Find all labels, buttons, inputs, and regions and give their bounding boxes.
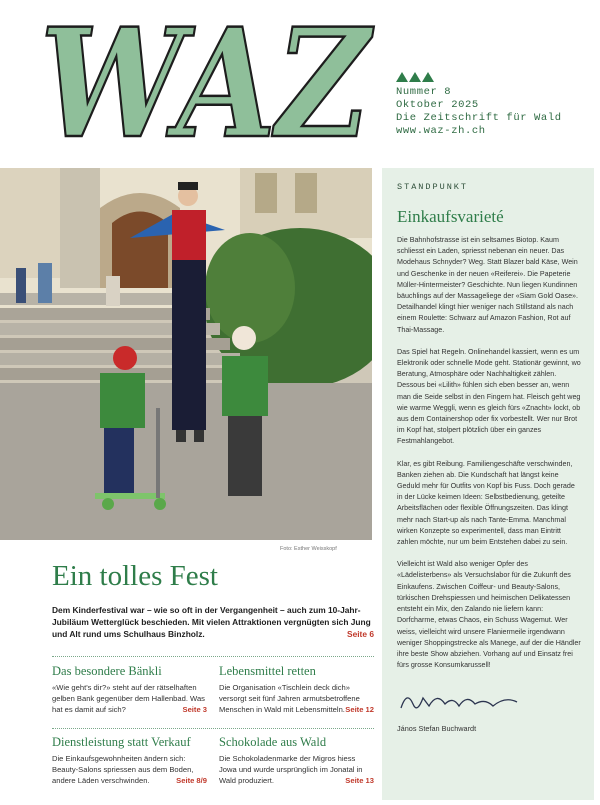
teaser-lebensmittel[interactable] xyxy=(219,664,374,715)
sidebar-paragraph: Vielleicht ist Wald also weniger Opfer des «Lädelisterbens» als Versuchslabor für die Zukunft des Einkaufens. Zwischen Coiffeur- und Beauty-Salons, türkischen Drehspiessen und heimischen Delikatessen entsteht ein Mix, den Zalando nie liefern kann: Dorfcharme, etwas Chaos, ein Schuss Wagemut. Wer weiss, vielleicht wird unsere Flaniermeile irgendwann weniger Shoppingstrecke als Manege, auf der die Händler ihre beste Show abziehen. Vorhang auf und Einsatz frei fürs grosse Konsumkarussell! xyxy=(397,560,581,670)
teaser-title: Lebensmittel retten xyxy=(219,664,316,678)
sidebar-paragraph: Klar, es gibt Reibung. Familiengeschäfte verschwinden, Banken ziehen ab. Die Kundschaft hat längst keine Geduld mehr für Outfits von Kopf bis Fuss. Doch gerade in der Lücke keimen Ideen: Selbstbedienung, geteilte Arbeitsflächen oder flexible Öffnungszeiten. Das klingt mehr nach Start-up als nach Tante-Emma. Manchmal wirken Konzepte so experimentell, dass man Eintritt zahlen möchte, nur um beim Entstehen dabei zu sein. xyxy=(397,459,575,547)
masthead xyxy=(0,0,600,165)
divider xyxy=(52,728,374,729)
teaser-page-ref[interactable]: Seite 8/9 xyxy=(176,776,207,785)
logo-text: WAZ xyxy=(40,8,375,158)
teaser-title: Das besondere Bänkli xyxy=(52,664,162,678)
waz-logo xyxy=(38,8,378,158)
teaser-page-ref[interactable]: Seite 12 xyxy=(345,705,374,714)
issue-number: Nummer 8 xyxy=(396,86,452,98)
issue-date: Oktober 2025 xyxy=(396,99,479,111)
teaser-text: Die Schokoladenmarke der Migros hiess Jowa und wurde ursprünglich im Jonatal in Wald produziert. Seite 13 xyxy=(219,754,374,785)
sidebar-kicker: STANDPUNKT xyxy=(397,182,469,192)
issue-tagline: Die Zeitschrift für Wald xyxy=(396,112,562,124)
standpunkt-sidebar xyxy=(382,168,594,800)
issue-info xyxy=(396,72,586,138)
photo-credit: Foto: Esther Weisskopf xyxy=(280,546,337,552)
teaser-title: Dienstleistung statt Verkauf xyxy=(52,735,191,749)
sidebar-paragraph: Die Bahnhofstrasse ist ein seltsames Biotop. Kaum schliesst ein Laden, spriesst nebenan ein neuer. Das Modehaus Schnyder? Weg. Statt Blazer bald Käse, Wein und Geschenke in der neuen «Reiferei». Die Papeterie Müller-Hintermeister? Geschichte. Nun liegen Kundinnen bäuchlings auf der Massageliege der «Siam Gold Oase». Detailhandel klingt hier weniger nach Stillstand als nach einem Roulette: Schwarz auf Amazon Fashion, Rot auf Thai-Massage. xyxy=(397,236,579,334)
author-name: János Stefan Buchwardt xyxy=(397,724,477,734)
triangles-icon xyxy=(396,72,586,82)
website-link[interactable]: www.waz-zh.ch xyxy=(396,125,486,137)
divider xyxy=(52,656,374,657)
teaser-schokolade[interactable] xyxy=(219,735,374,786)
main-page-ref[interactable]: Seite 6 xyxy=(346,628,374,639)
teaser-dienstleistung[interactable] xyxy=(52,735,207,786)
signature xyxy=(397,686,527,716)
teaser-text: Die Organisation «Tischlein deck dich» versorgt seit fünf Jahren armutsbetroffene Menschen in Wald mit Lebensmitteln. Seite 12 xyxy=(219,683,374,714)
teaser-text: Die Einkaufsgewohnheiten ändern sich: Beauty-Salons spriessen aus dem Boden, andere Läden verschwinden. Seite 8/9 xyxy=(52,754,207,785)
cover-photo xyxy=(0,168,372,540)
teaser-baenkli[interactable] xyxy=(52,664,207,715)
main-lead xyxy=(52,605,374,640)
main-headline: Ein tolles Fest xyxy=(52,560,218,592)
teaser-title: Schokolade aus Wald xyxy=(219,735,327,749)
main-lead-text: Dem Kinderfestival war – wie so oft in der Vergangenheit – auch zum 10-Jahr-Jubiläum Wetterglück beschieden. Mit vielen Attraktionen vergnügten sich Jung und Alt rund ums Schulhaus Binzholz. xyxy=(52,605,371,639)
sidebar-title: Einkaufsvarieté xyxy=(397,207,504,226)
teaser-page-ref[interactable]: Seite 13 xyxy=(345,776,374,785)
teaser-page-ref[interactable]: Seite 3 xyxy=(182,705,207,714)
teaser-text: «Wie geht's dir?» steht auf der rätselhaften gelben Bank gegenüber dem Hallenbad. Was hat es damit auf sich? Seite 3 xyxy=(52,683,207,714)
sidebar-paragraph: Das Spiel hat Regeln. Onlinehandel kassiert, wenn es um Elektronik oder schnelle Mode geht. Stationär gewinnt, wo Beratung, Atmosphäre oder Nachhaltigkeit zählen. Dessous bei «Lilith» fühlen sich eben besser an, wenn man die Seide selbst in den Fingern hat. Fleisch geht weg wie warme Weggli, wenn es gleich fürs «Znacht» lockt, ob aus dem Containershop oder fix vorbestellt. Wer nur Brot im Kopf hat, stolpert plötzlich über ein ganzes Festmahlangebot. xyxy=(397,347,581,446)
